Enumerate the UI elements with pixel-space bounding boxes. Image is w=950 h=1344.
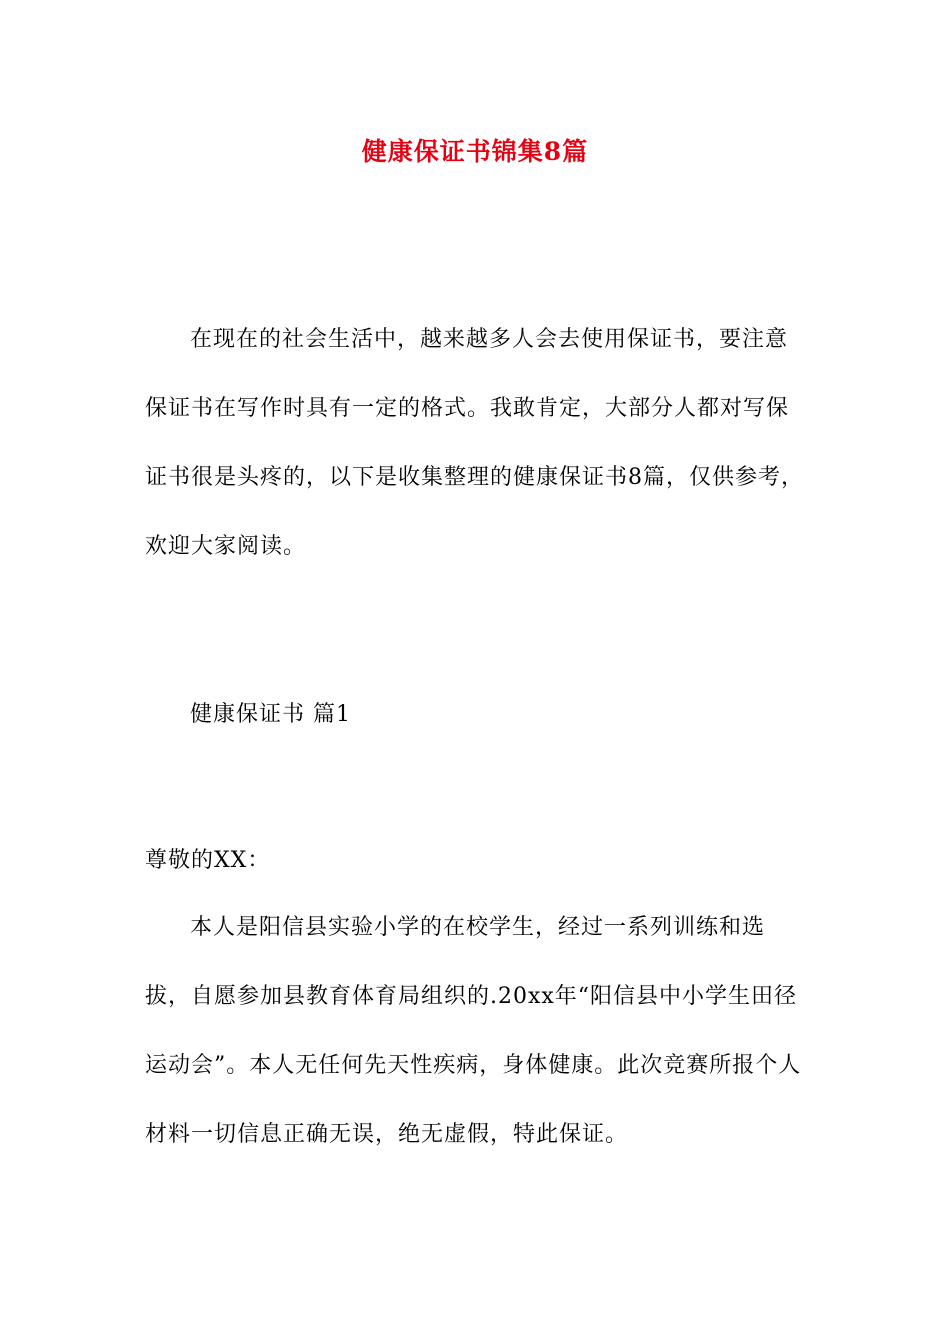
document-title: 健康保证书锦集8篇: [361, 137, 589, 166]
body-paragraph-block: [145, 893, 810, 1169]
section-heading-block: [145, 680, 810, 749]
section-heading: 健康保证书 篇1: [190, 702, 351, 727]
body-paragraph: 本人是阳信县实验小学的在校学生，经过一系列训练和选拔，自愿参加县教育体育局组织的.20xx年“阳信县中小学生田径运动会”。本人无任何先天性疾病，身体健康。此次竞赛所报个人材料一切信息正确无误，绝无虚假，特此保证。: [145, 915, 802, 1147]
intro-paragraph-block: [145, 305, 810, 581]
salutation: 尊敬的XX：: [145, 848, 271, 873]
intro-paragraph: 在现在的社会生活中，越来越多人会去使用保证书，要注意保证书在写作时具有一定的格式。我敢肯定，大部分人都对写保证书很是头疼的，以下是收集整理的健康保证书8篇，仅供参考，欢迎大家阅读。: [145, 327, 804, 559]
salutation-block: [145, 826, 810, 895]
